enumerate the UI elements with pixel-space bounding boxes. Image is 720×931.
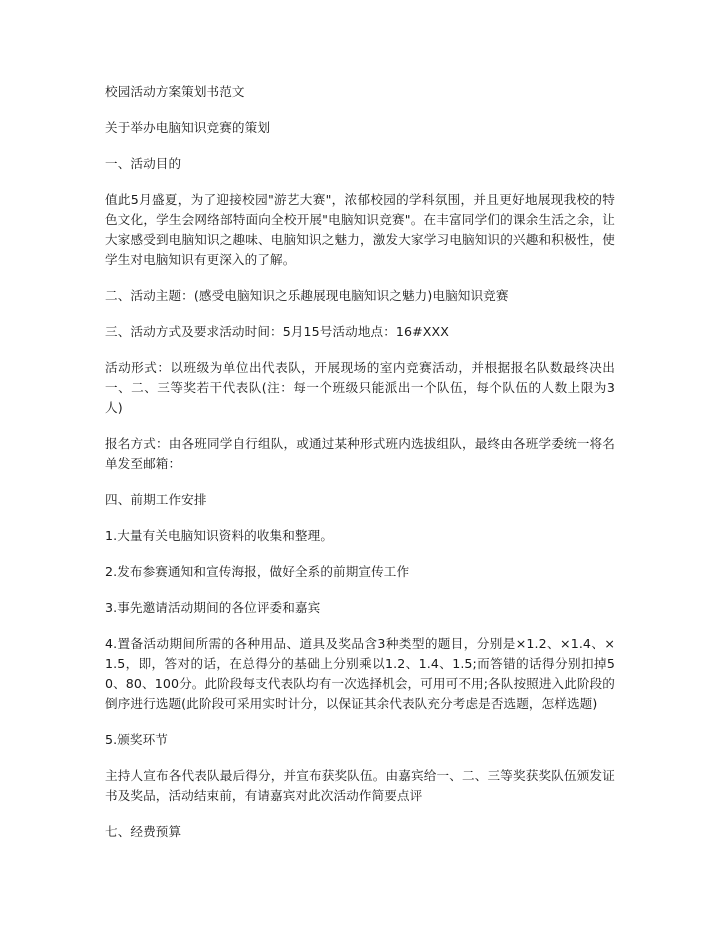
section-1-heading: 一、活动目的 xyxy=(105,156,182,171)
signup-method-paragraph: 报名方式：由各班同学自行组队，或通过某种形式班内选拔组队，最终由各班学委统一将名单发至邮箱： xyxy=(105,436,615,471)
section-2-heading: 二、活动主题：(感受电脑知识之乐趣展现电脑知识之魅力)电脑知识竞赛 xyxy=(105,288,509,303)
list-item-3: 3.事先邀请活动期间的各位评委和嘉宾 xyxy=(105,600,321,615)
section-7-heading: 七、经费预算 xyxy=(105,824,182,839)
document-subtitle: 关于举办电脑知识竞赛的策划 xyxy=(105,120,271,135)
list-item-5: 5.颁奖环节 xyxy=(105,732,168,747)
section-4-heading: 四、前期工作安排 xyxy=(105,492,207,507)
list-item-2: 2.发布参赛通知和宣传海报，做好全系的前期宣传工作 xyxy=(105,564,410,579)
list-item-4: 4.置备活动期间所需的各种用品、道具及奖品含3种类型的题目，分别是×1.2、×1.4、×1.5，即，答对的话，在总得分的基础上分别乘以1.2、1.4、1.5;而答错的话得分别扣掉50、80、100分。此阶段每支代表队均有一次选择机会，可用可不用;各队按照进入此阶段的倒序进行选题(此阶段可采用实时计分，以保证其余代表队充分考虑是否选题，怎样选题) xyxy=(105,636,615,711)
document-body xyxy=(105,82,615,842)
list-item-1: 1.大量有关电脑知识资料的收集和整理。 xyxy=(105,528,334,543)
section-1-body: 值此5月盛夏，为了迎接校园"游艺大赛"，浓郁校园的学科氛围，并且更好地展现我校的特色文化，学生会网络部特面向全校开展"电脑知识竞赛"。在丰富同学们的课余生活之余，让大家感受到电脑知识之趣味、电脑知识之魅力，激发大家学习电脑知识的兴趣和积极性，使学生对电脑知识有更深入的了解。 xyxy=(105,192,615,267)
document-title: 校园活动方案策划书范文 xyxy=(105,84,245,99)
section-3-heading: 三、活动方式及要求活动时间：5月15号活动地点：16#XXX xyxy=(105,324,449,339)
activity-form-paragraph: 活动形式：以班级为单位出代表队，开展现场的室内竞赛活动，并根据报名队数最终决出一、二、三等奖若干代表队(注：每一个班级只能派出一个队伍，每个队伍的人数上限为3人) xyxy=(105,360,615,415)
award-paragraph: 主持人宣布各代表队最后得分，并宣布获奖队伍。由嘉宾给一、二、三等奖获奖队伍颁发证书及奖品，活动结束前，有请嘉宾对此次活动作简要点评 xyxy=(105,768,615,803)
